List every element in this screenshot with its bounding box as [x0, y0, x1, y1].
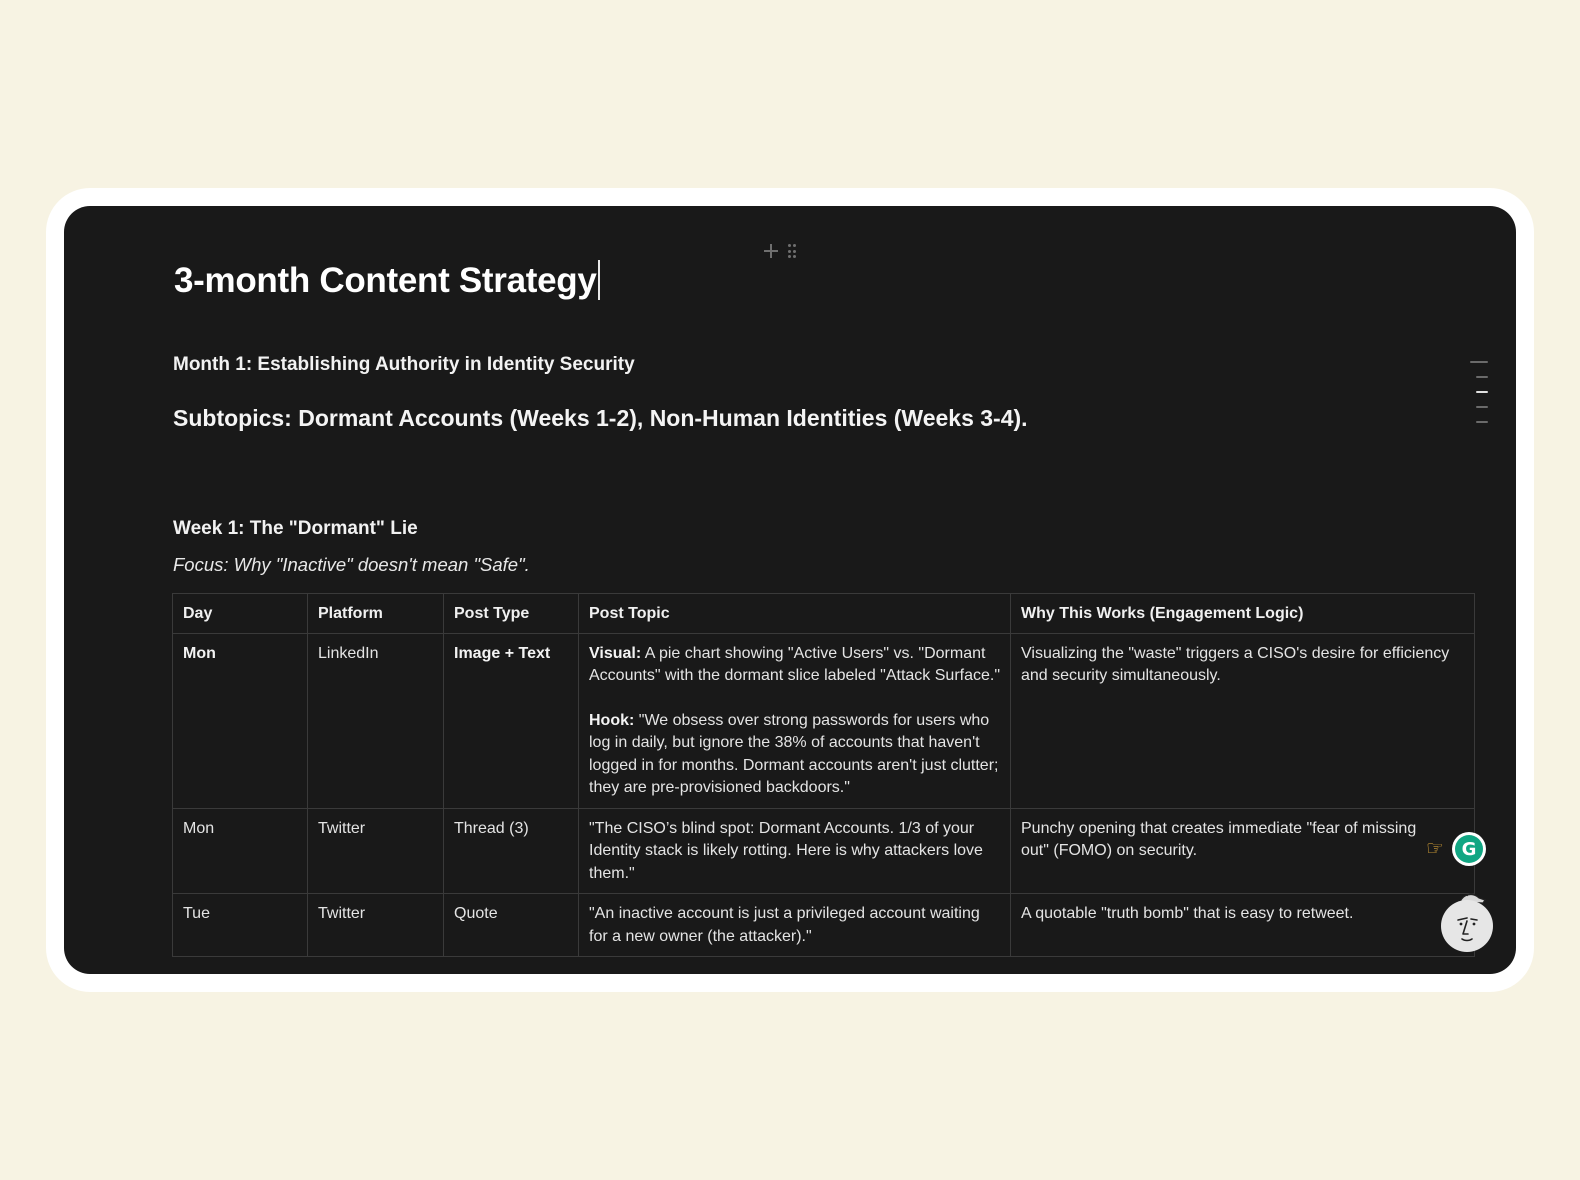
cell-why[interactable]: Visualizing the "waste" triggers a CISO's desire for efficiency and security simultaneously.	[1011, 633, 1475, 808]
assistant-avatar-icon[interactable]	[1441, 900, 1493, 952]
column-header-why[interactable]: Why This Works (Engagement Logic)	[1011, 594, 1475, 634]
column-header-post-type[interactable]: Post Type	[444, 594, 579, 634]
editor-window	[64, 206, 1516, 974]
outline-item[interactable]	[1476, 421, 1488, 423]
hand-icon[interactable]: ☞	[1426, 838, 1444, 860]
week-heading: Week 1: The "Dormant" Lie	[173, 518, 418, 539]
block-handle	[764, 244, 796, 258]
column-header-day[interactable]: Day	[173, 594, 308, 634]
cell-day[interactable]: Mon	[173, 633, 308, 808]
focus-text: Focus: Why "Inactive" doesn't mean "Safe".	[173, 554, 530, 575]
table-header-row	[173, 594, 1475, 634]
column-header-platform[interactable]: Platform	[308, 594, 444, 634]
subtopics-heading: Subtopics: Dormant Accounts (Weeks 1-2), Non-Human Identities (Weeks 3-4).	[173, 405, 1028, 431]
cell-post-topic[interactable]: "An inactive account is just a privileged account waiting for a new owner (the attacker)."	[579, 894, 1011, 957]
cell-day[interactable]: Tue	[173, 894, 308, 957]
grammarly-letter: G	[1455, 835, 1483, 863]
visual-text: A pie chart showing "Active Users" vs. "Dormant Accounts" with the dormant slice labeled "Attack Surface."	[589, 644, 1001, 684]
cell-platform[interactable]: Twitter	[308, 808, 444, 894]
cell-platform[interactable]: Twitter	[308, 894, 444, 957]
cell-post-type[interactable]: Image + Text	[444, 633, 579, 808]
cell-post-topic[interactable]: "The CISO’s blind spot: Dormant Accounts. 1/3 of your Identity stack is likely rotting. Here is why attackers love them."	[579, 808, 1011, 894]
cell-why[interactable]: A quotable "truth bomb" that is easy to retweet.	[1011, 894, 1475, 957]
outline-item-active[interactable]	[1476, 391, 1488, 393]
cell-why[interactable]: Punchy opening that creates immediate "fear of missing out" (FOMO) on security.	[1011, 808, 1475, 894]
cell-day[interactable]: Mon	[173, 808, 308, 894]
outline-item[interactable]	[1470, 361, 1488, 363]
cell-post-type[interactable]: Quote	[444, 894, 579, 957]
column-header-post-topic[interactable]: Post Topic	[579, 594, 1011, 634]
hook-paragraph	[589, 710, 1000, 800]
hook-label: Hook:	[589, 711, 635, 729]
table-row	[173, 808, 1475, 894]
visual-paragraph	[589, 643, 1000, 688]
outline-item[interactable]	[1476, 376, 1488, 378]
table-row	[173, 894, 1475, 957]
visual-label: Visual:	[589, 644, 642, 662]
grammarly-icon[interactable]	[1452, 832, 1486, 866]
outline-item[interactable]	[1476, 406, 1488, 408]
month-heading: Month 1: Establishing Authority in Identity Security	[173, 354, 635, 375]
hook-text: "We obsess over strong passwords for users who log in daily, but ignore the 38% of accounts that haven't logged in for months. Dormant accounts aren't just clutter; they are pre-provisioned backdoors."	[589, 711, 999, 796]
cell-post-type[interactable]: Thread (3)	[444, 808, 579, 894]
content-table	[172, 593, 1475, 957]
plus-icon[interactable]	[764, 244, 778, 258]
page-outline[interactable]	[1468, 361, 1488, 436]
cell-post-topic[interactable]	[579, 633, 1011, 808]
text-caret	[598, 260, 600, 300]
cell-platform[interactable]: LinkedIn	[308, 633, 444, 808]
page-title-text: 3-month Content Strategy	[174, 261, 597, 300]
table-row	[173, 633, 1475, 808]
page-title[interactable]	[174, 260, 600, 301]
drag-handle-icon[interactable]	[788, 244, 796, 258]
